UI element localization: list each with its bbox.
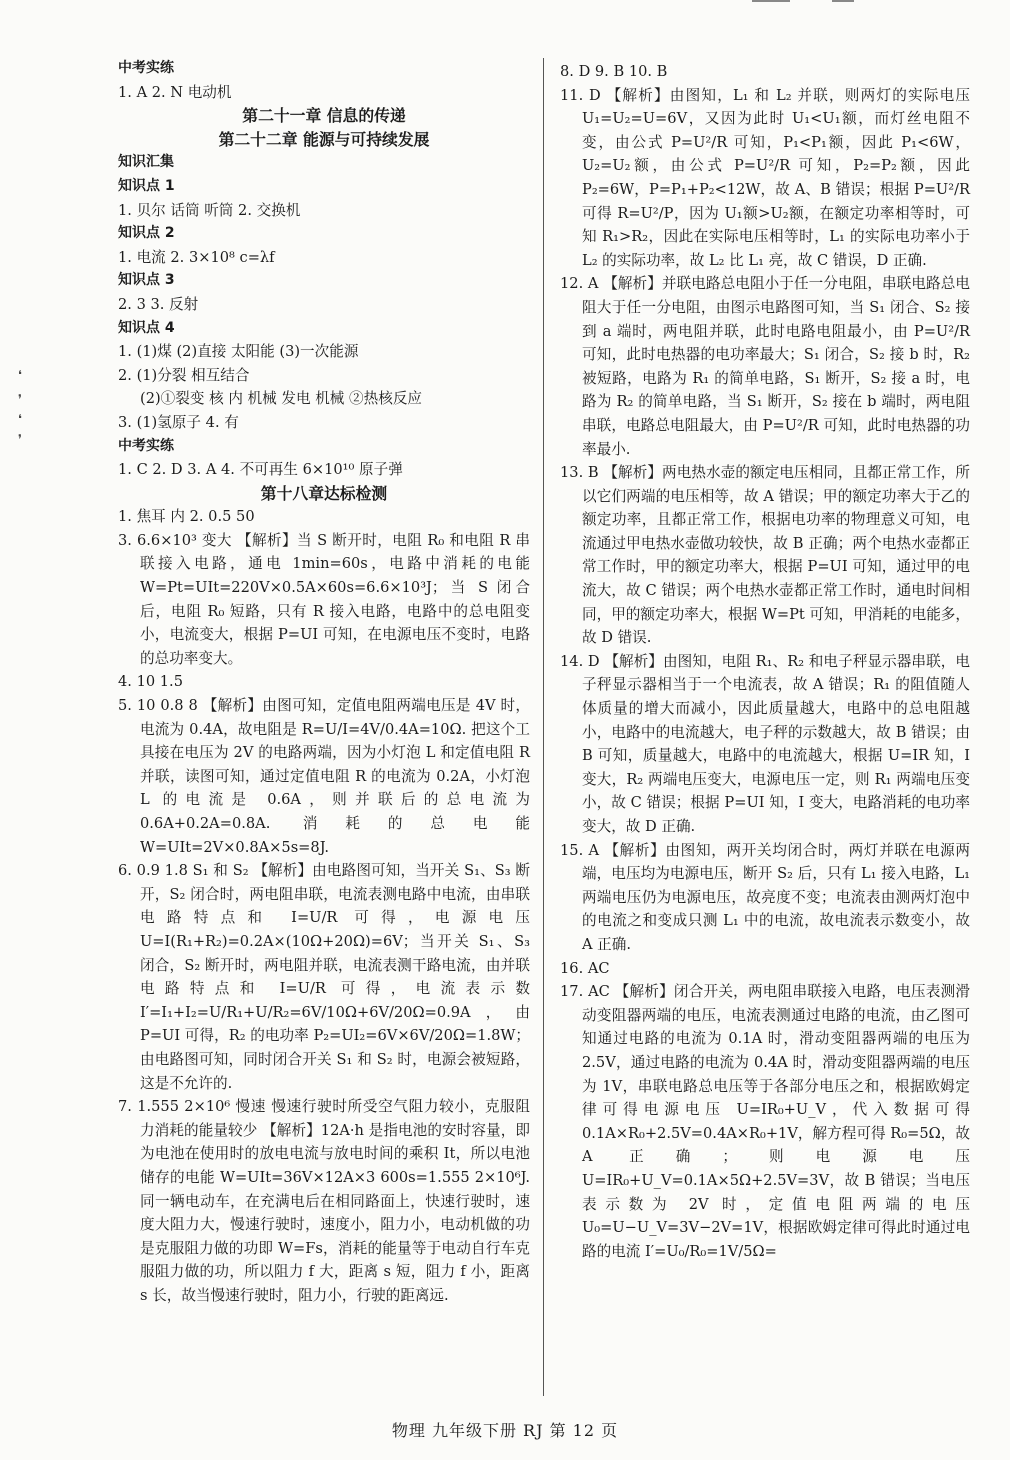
margin-mark: ❜ [18,432,22,446]
answer-item: 11. D 【解析】由图知，L₁ 和 L₂ 并联，则两灯的实际电压 U₁=U₂=U=6V，又因为此时 U₁<U₁额，而灯丝电阻不变，由公式 P=U²/R 可知，P₁<P₁额，因此 P₁<6W，U₂=U₂额，由公式 P=U²/R 可知，P₂=P₂额，因此 P₂=6W，P=P₁+P₂<12W，故 A、B 错误；根据 P=U²/R 可得 R=U²/P，因为 U₁额>U₂额，在额定功率相等时，可知 R₁>R₂，因此在实际电压相等时，L₁ 的实际电功率小于 L₂ 的实际功率，故 L₂ 比 L₁ 亮，故 C 错误，D 正确. [560,86,970,269]
answer-item: 2. 3 3. 反射 [118,295,199,313]
chapter-heading: 第二十一章 信息的传递 [242,106,406,126]
answer-item: 4. 10 1.5 [118,673,183,691]
answer-item: 6. 0.9 1.8 S₁ 和 S₂ 【解析】由电路图可知，当开关 S₁、S₃ 断开，S₂ 闭合时，两电阻串联，电流表测电路中电流，由串联电路特点和 I=U/R 可得，电源电压 U=I(R₁+R₂)=0.2A×(10Ω+20Ω)=6V；当开关 S₁、S₃ 闭合，S₂ 断开时，两电阻并联，电流表测干路电流，由并联电路特点和 I=U/R 可得，电流表示数 I′=I₁+I₂=U/R₁+U/R₂=6V/10Ω+6V/20Ω=0.9A，由 P=UI 可得，R₂ 的电功率 P₂=UI₂=6V×6V/20Ω=1.8W；由电路图可知，同时闭合开关 S₁ 和 S₂ 时，电源会被短路，这是不允许的. [118,862,530,1092]
section-heading: 知识汇集 [118,154,174,171]
answer-item: 1. 电流 2. 3×10⁸ c=λf [118,248,275,266]
answer-item: 17. AC 【解析】闭合开关，两电阻串联接入电路，电压表测滑动变阻器两端的电压，电流表测通过电路的电流，由乙图可知通过电路的电流为 0.1A 时，滑动变阻器两端的电压为 2.5V，通过电路的电流为 0.4A 时，滑动变阻器两端的电压为 1V，串联电路总电压等于各部分电压之和，根据欧姆定律可得电源电压 U=IR₀+U_V，代入数据可得 0.1A×R₀+2.5V=0.4A×R₀+1V，解方程可得 R₀=5Ω，故 A 正确；则电源电压 U=IR₀+U_V=0.1A×5Ω+2.5V=3V，故 B 错误；当电压表示数为 2V 时，定值电阻两端的电压 U₀=U−U_V=3V−2V=1V，根据欧姆定律可得此时通过电路的电流 I′=U₀/R₀=1V/5Ω= [560,983,970,1260]
answer-item: (2)①裂变 核 内 机械 发电 机械 ②热核反应 [140,390,423,408]
answer-item: 1. C 2. D 3. A 4. 不可再生 6×10¹⁰ 原子弹 [118,461,403,479]
answer-item: 1. (1)煤 (2)直接 太阳能 (3)一次能源 [118,343,359,361]
page-footer: 物理 九年级下册 RJ 第 12 页 [391,1421,619,1440]
chapter-heading: 第十八章达标检测 [260,483,388,503]
answer-item: 3. 6.6×10³ 变大 【解析】当 S 断开时，电阻 R₀ 和电阻 R 串联接入电路，通电 1min=60s，电路中消耗的电能 W=Pt=UIt=220V×0.5A×60s=6.6×10³J；当 S 闭合后，电阻 R₀ 短路，只有 R 接入电路，电路中的总电阻变小，电流变大，根据 P=UI 可知，在电源电压不变时，电路的总功率变大。 [118,531,530,667]
section-heading: 知识点 1 [118,177,175,194]
top-mark-left [752,0,790,2]
answer-item: 12. A 【解析】并联电路总电阻小于任一分电阻，串联电路总电阻大于任一分电阻，由图示电路图可知，当 S₁ 闭合、S₂ 接到 a 端时，两电阻并联，此时电路电阻最小，由 P=U²/R 可知，此时电热器的电功率最大；S₁ 闭合，S₂ 接 b 时，R₂ 被短路，电路为 R₁ 的简单电路，S₁ 断开，S₂ 接 a 时，电路为 R₂ 的简单电路，当 S₁ 断开，S₂ 接在 b 端时，两电阻串联，电路总电阻最大，由 P=U²/R 可知，此时电热器的功率最小. [560,275,970,458]
margin-mark: ❛ [18,368,22,382]
answer-item: 13. B 【解析】两电热水壶的额定电压相同，且都正常工作，所以它们两端的电压相等，故 A 错误；甲的额定功率大于乙的额定功率，且都正常工作，根据电功率的物理意义可知，电流通过甲电热水壶做功较快，故 B 正确；两个电热水壶都正常工作时，甲的额定功率大，根据 P=UI 可知，通过甲的电流大，故 C 错误；两个电热水壶都正常工作时，通电时间相同，甲的额定功率大，根据 W=Pt 可知，甲消耗的电能多，故 D 错误. [560,464,970,647]
answer-item: 1. 焦耳 内 2. 0.5 50 [118,508,255,526]
top-mark-right [832,0,854,2]
answer-item: 7. 1.555 2×10⁶ 慢速 慢速行驶时所受空气阻力较小，克服阻力消耗的能量较少 【解析】12A·h 是指电池的安时容量，即为电池在使用时的放电电流与放电时间的乘积 It，所以电池储存的电能 W=UIt=36V×12A×3 600s=1.555 2×10⁶J. 同一辆电动车，在充满电后在相同路面上，快速行驶时，速度大阻力大，慢速行驶时，速度小，阻力小，电动机做的功是克服阻力做的功即 W=Fs，消耗的能量等于电动自行车克服阻力做的功，所以阻力 f 大，距离 s 短，阻力 f 小，距离 s 长，故当慢速行驶时，阻力小，行驶的距离远. [118,1098,530,1304]
section-heading: 中考实练 [118,60,174,76]
section-heading: 知识点 4 [118,319,175,336]
answer-item: 8. D 9. B 10. B [560,63,668,80]
right-column [560,60,970,1263]
left-column [118,57,530,1307]
answer-item: 5. 10 0.8 8 【解析】由图可知，定值电阻两端电压是 4V 时，电流为 0.4A，故电阻是 R=U/I=4V/0.4A=10Ω. 把这个工具接在电压为 2V 的电路两端，因为小灯泡 L 和定值电阻 R 并联，读图可知，通过定值电阻 R 的电流为 0.2A，小灯泡 L 的电流是 0.6A，则并联后的总电流为 0.6A+0.2A=0.8A. 消耗的总电能 W=UIt=2V×0.8A×5s=8J. [118,697,530,856]
section-heading: 中考实练 [118,437,174,454]
answer-item: 15. A 【解析】由图知，两开关均闭合时，两灯并联在电源两端，电压均为电源电压，断开 S₂ 后，只有 L₁ 接入电路，L₁ 两端电压仍为电源电压，故亮度不变；电流表由测两灯泡中的电流之和变成只测 L₁ 中的电流，故电流表示数变小，故 A 正确. [560,841,970,953]
answer-item: 1. A 2. N 电动机 [118,83,232,101]
answer-item: 3. (1)氢原子 4. 有 [118,413,239,431]
answer-item: 1. 贝尔 话筒 听筒 2. 交换机 [118,201,301,219]
answer-item: 2. (1)分裂 相互结合 [118,366,250,384]
margin-mark: ❜ [18,392,22,406]
section-heading: 知识点 3 [118,272,175,289]
chapter-heading: 第二十二章 能源与可持续发展 [218,129,430,149]
answer-item: 16. AC [560,959,610,977]
column-divider [543,58,544,1396]
section-heading: 知识点 2 [118,225,175,242]
answer-item: 14. D 【解析】由图知，电阻 R₁、R₂ 和电子秤显示器串联，电子秤显示器相当于一个电流表，故 A 错误；R₁ 的阻值随人体质量的增大而减小，因此质量越大，电路中的总电阻越小，电路中的电流越大，电子秤的示数越大，故 B 错误；由 B 可知，质量越大，电路中的电流越大，根据 U=IR 知，I 变大，R₂ 两端电压变大，电源电压一定，则 R₁ 两端电压变小，故 C 错误；根据 P=UI 知，I 变大，电路消耗的电功率变大，故 D 正确. [560,652,970,835]
margin-mark: ❛ [18,412,22,426]
